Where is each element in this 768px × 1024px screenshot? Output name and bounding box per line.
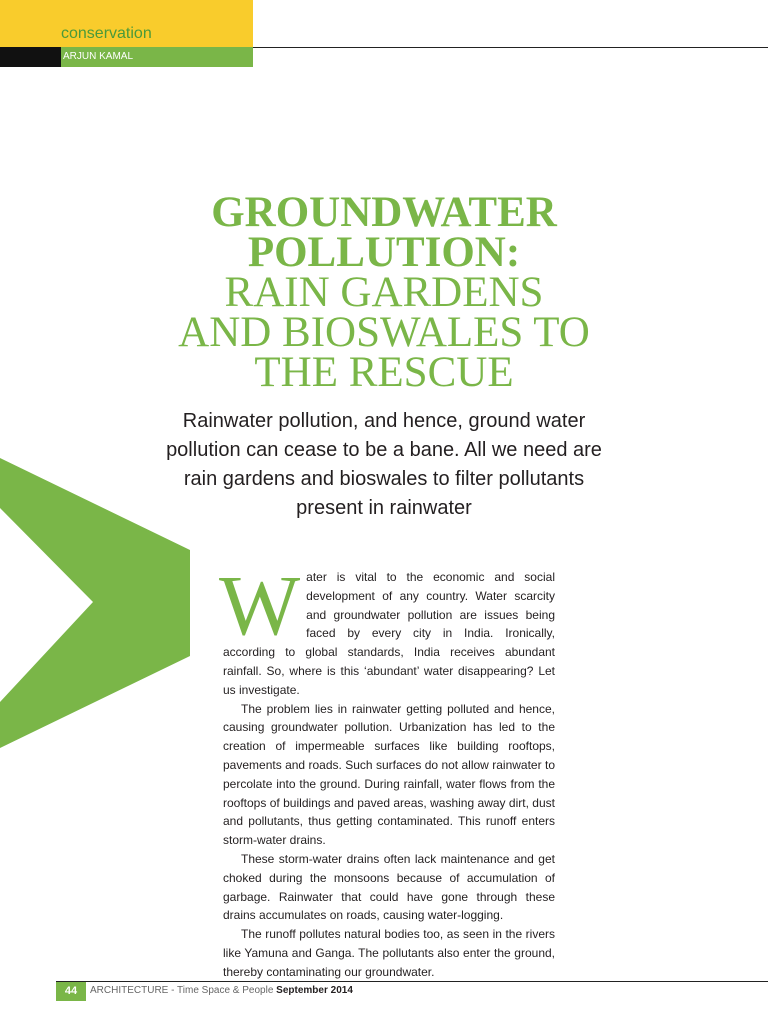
author-name: ARJUN KAMAL bbox=[63, 51, 134, 62]
issue-date: September 2014 bbox=[276, 985, 353, 996]
footer-rule bbox=[56, 981, 768, 982]
section-tab bbox=[0, 0, 253, 67]
headline bbox=[100, 189, 668, 396]
section-label: conservation bbox=[61, 25, 152, 42]
header-rule bbox=[253, 47, 768, 48]
green-chevron-graphic bbox=[0, 458, 190, 748]
headline-line-1: GROUNDWATER bbox=[211, 189, 557, 236]
headline-line-4: AND BIOSWALES TO bbox=[178, 309, 590, 356]
page-number: 44 bbox=[56, 982, 86, 1001]
magazine-credit bbox=[90, 985, 353, 996]
paragraph-1: ater is vital to the economic and social development of any country. Water scarcity and groundwater pollution are issues being faced by every city in India. Ironically, according to global standards, India receives abundant rainfall. So, where is this ‘abundant’ water disappearing? Let us investigate. bbox=[223, 570, 555, 697]
paragraph-4: The runoff pollutes natural bodies too, as seen in the rivers like Yamuna and Ganga. The pollutants also enter the ground, thereby contaminating our groundwater. bbox=[223, 927, 555, 979]
black-strip bbox=[0, 47, 61, 67]
paragraph-2: The problem lies in rainwater getting polluted and hence, causing groundwater pollution. Urbanization has led to the creation of impermeable surfaces like building rooftops, pavements and roads. Such surfaces do not allow rainwater to percolate into the ground. During rainfall, water flows from the rooftops of buildings and paved areas, washing away dirt, dust and pollutants, thus getting contaminated. This runoff enters storm-water drains. bbox=[223, 701, 555, 848]
drop-cap: W bbox=[219, 557, 301, 653]
article-body bbox=[219, 557, 555, 982]
magazine-name: ARCHITECTURE - Time Space & People bbox=[90, 985, 274, 996]
paragraph-3: These storm-water drains often lack maintenance and get choked during the monsoons because of accumulation of garbage. Rainwater that could have gone through these drains accumulates on roads, causing water-logging. bbox=[223, 851, 555, 923]
headline-line-2: POLLUTION: bbox=[247, 229, 521, 276]
headline-line-5: THE RESCUE bbox=[254, 349, 514, 396]
standfirst: Rainwater pollution, and hence, ground water pollution can cease to be a bane. All we need are rain gardens and bioswales to filter pollutants present in rainwater bbox=[166, 410, 602, 519]
page-footer bbox=[0, 981, 768, 1001]
headline-line-3: RAIN GARDENS bbox=[224, 269, 544, 316]
